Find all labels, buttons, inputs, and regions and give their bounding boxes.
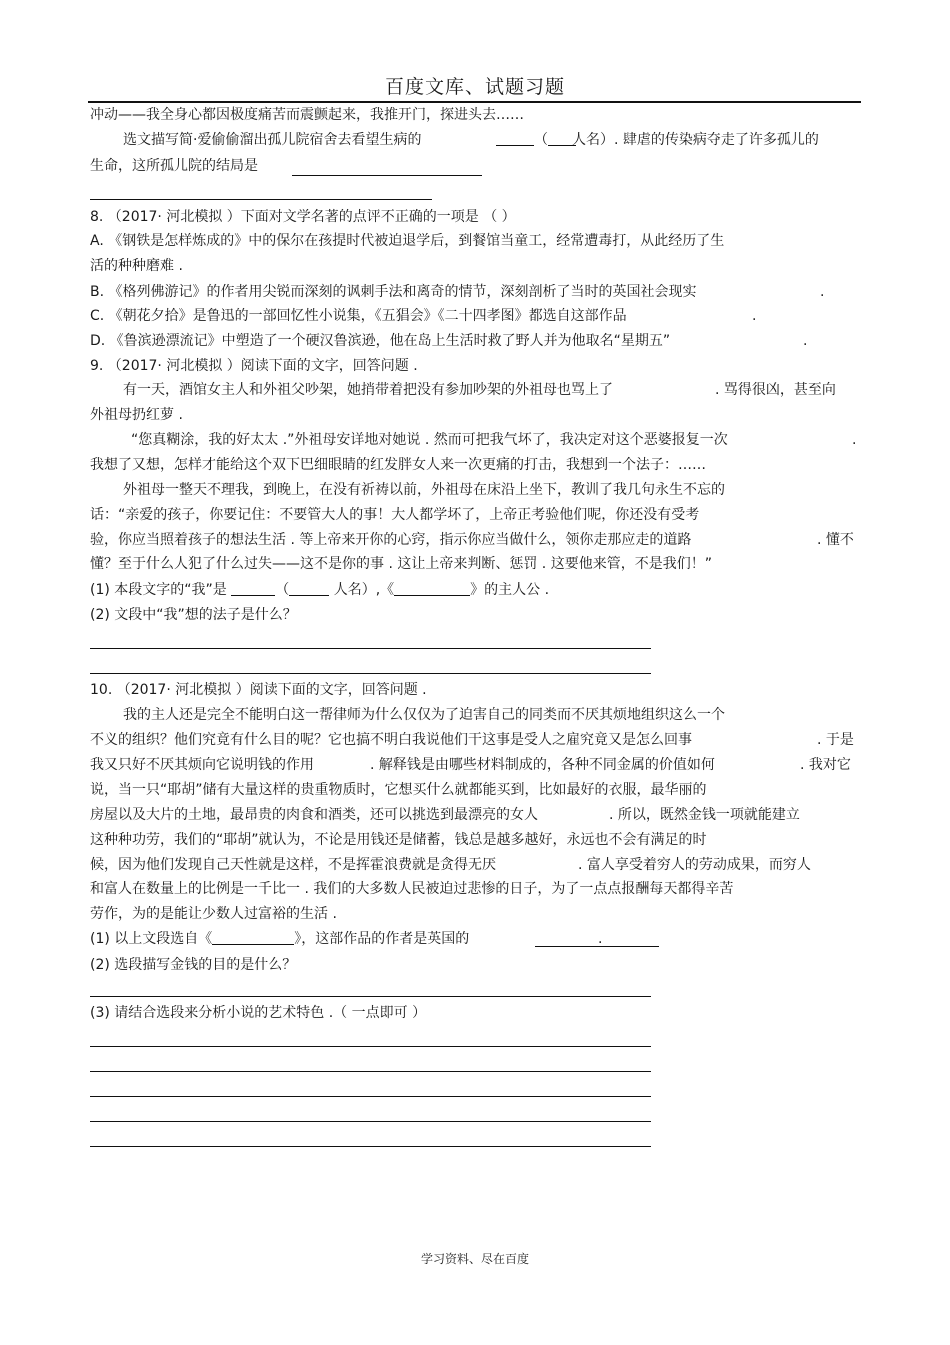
passage-line: 和富人在数量上的比例是一千比一 . 我们的大多数人民被迫过悲惨的日子，为了一点点报酬每天都得辛苦 bbox=[90, 881, 734, 897]
text-segment: 》的主人公 . bbox=[470, 582, 550, 598]
passage-line-mid: . 解释钱是由哪些材料制成的，各种不同金属的价值如何 bbox=[370, 757, 715, 773]
answer-blank[interactable] bbox=[394, 581, 470, 596]
passage-line: 我又只好不厌其烦向它说明钱的作用 bbox=[90, 757, 314, 773]
question-9-stem: 9. （2017· 河北模拟 ）阅读下面的文字，回答问题 . bbox=[90, 358, 418, 374]
passage-line-cont: . 我对它 bbox=[800, 757, 851, 773]
option-b-end: . bbox=[820, 284, 825, 300]
passage-line-cont: . 富人享受着穷人的劳动成果，而穷人 bbox=[578, 857, 811, 873]
passage-line: 房屋以及大片的土地，最昂贵的肉食和酒类，还可以挑选到最漂亮的女人 bbox=[90, 807, 538, 823]
header-rule bbox=[88, 101, 861, 103]
question-line bbox=[123, 131, 421, 149]
answer-line[interactable] bbox=[90, 996, 651, 997]
answer-blank[interactable] bbox=[535, 946, 659, 947]
passage-line-cont: . 所以，既然金钱一项就能建立 bbox=[609, 807, 800, 823]
answer-blank[interactable]: （ bbox=[496, 131, 576, 149]
question-10-1 bbox=[90, 930, 469, 948]
option-c-end: . bbox=[752, 308, 757, 324]
text-segment: 选文描写简·爱偷偷溜出孤儿院宿舍去看望生病的 bbox=[123, 132, 422, 148]
passage-line-end: . bbox=[852, 432, 857, 448]
text-segment: (1) 以上文段选自《 bbox=[90, 931, 213, 947]
text-segment: 人名）,《 bbox=[333, 582, 395, 598]
passage-line: 这种种功劳，我们的“耶胡”就认为，不论是用钱还是储蓄，钱总是越多越好，永远也不会有满足的时 bbox=[90, 832, 707, 848]
option-c: C. 《朝花夕拾》是鲁迅的一部回忆性小说集，《五猖会》《二十四孝图》都选自这部作品 bbox=[90, 308, 627, 324]
question-9-2: (2) 文段中“我”想的法子是什么？ bbox=[90, 607, 297, 623]
answer-line[interactable] bbox=[90, 1096, 651, 1097]
option-b: B. 《格列佛游记》的作者用尖锐而深刻的讽刺手法和离奇的情节，深刻剖析了当时的英国社会现实 bbox=[90, 284, 697, 300]
answer-blank[interactable] bbox=[231, 581, 275, 596]
text-segment: 》，这部作品的作者是英国的 bbox=[294, 931, 470, 947]
answer-line[interactable] bbox=[90, 1121, 651, 1122]
answer-line[interactable] bbox=[90, 1146, 651, 1147]
passage-line: 冲动——我全身心都因极度痛苦而震颤起来，我推开门，探进头去…… bbox=[90, 107, 524, 123]
question-line: 生命，这所孤儿院的结局是 bbox=[90, 158, 258, 174]
passage-line: 外祖母扔红萝 . bbox=[90, 407, 183, 423]
option-a: A. 《钢铁是怎样炼成的》中的保尔在孩提时代被迫退学后，到餐馆当童工，经常遭毒打，从此经历了生 bbox=[90, 233, 725, 249]
option-d-end: . bbox=[803, 333, 808, 349]
question-line-cont: 人名）. 肆虐的传染病夺走了许多孤儿的 bbox=[572, 132, 819, 148]
passage-line-cont: . 懂不 bbox=[817, 532, 854, 548]
page-footer: 学习资料、尽在百度 bbox=[420, 1252, 529, 1266]
passage-line: 有一天，酒馆女主人和外祖父吵架，她捎带着把没有参加吵架的外祖母也骂上了 bbox=[123, 382, 613, 398]
answer-blank[interactable] bbox=[212, 930, 294, 945]
option-d: D. 《鲁滨逊漂流记》中塑造了一个硬汉鲁滨逊，他在岛上生活时救了野人并为他取名“星期五” bbox=[90, 333, 671, 349]
answer-line[interactable] bbox=[90, 1046, 651, 1047]
passage-line: 验，你应当照着孩子的想法生活 . 等上帝来开你的心窍，指示你应当做什么，领你走那应走的道路 bbox=[90, 532, 692, 548]
answer-blank[interactable] bbox=[292, 175, 482, 176]
passage-line: 懂？至于什么人犯了什么过失——这不是你的事 . 这让上帝来判断、惩罚 . 这要他来管，不是我们！” bbox=[90, 556, 712, 572]
answer-line[interactable] bbox=[90, 1071, 651, 1072]
passage-line: 说，当一只“耶胡”储有大量这样的贵重物质时，它想买什么就都能买到，比如最好的衣服，最华丽的 bbox=[90, 782, 707, 798]
text-segment: (1) 本段文字的“我”是 bbox=[90, 582, 227, 598]
question-9-1 bbox=[90, 581, 549, 599]
passage-line: 劳作，为的是能让少数人过富裕的生活 . bbox=[90, 906, 337, 922]
question-10-2: (2) 选段描写金钱的目的是什么？ bbox=[90, 957, 297, 973]
passage-line: 外祖母一整天不理我，到晚上，在没有祈祷以前，外祖母在床沿上坐下，教训了我几句永生不忘的 bbox=[123, 482, 725, 498]
question-10-3: (3) 请结合选段来分析小说的艺术特色 .（ 一点即可 ） bbox=[90, 1005, 427, 1021]
page-title: 百度文库、试题习题 bbox=[384, 76, 565, 98]
passage-line: 话：“亲爱的孩子，你要记住：不要管大人的事！大人都学坏了，上帝正考验他们呢，你还没有受考 bbox=[90, 507, 700, 523]
text-segment: （ bbox=[275, 582, 290, 598]
period: . bbox=[598, 931, 603, 947]
question-8-stem: 8. （2017· 河北模拟 ）下面对文学名著的点评不正确的一项是 （ ） bbox=[90, 209, 516, 225]
answer-line[interactable] bbox=[90, 673, 651, 674]
answer-blank[interactable] bbox=[289, 581, 329, 596]
passage-line: 我的主人还是完全不能明白这一帮律师为什么仅仅为了迫害自己的同类而不厌其烦地组织这么一个 bbox=[123, 707, 725, 723]
question-10-stem: 10. （2017· 河北模拟 ）阅读下面的文字，回答问题 . bbox=[90, 682, 427, 698]
answer-line[interactable] bbox=[90, 199, 432, 200]
passage-line: 候，因为他们发现自己天性就是这样，不是挥霍浪费就是贪得无厌 bbox=[90, 857, 496, 873]
option-a-cont: 活的种种磨难 . bbox=[90, 258, 183, 274]
passage-line-cont: . 骂得很凶，甚至向 bbox=[715, 382, 836, 398]
passage-line: 不义的组织？他们究竟有什么目的呢？它也搞不明白我说他们干这事是受人之雇究竟又是怎么回事 bbox=[90, 732, 692, 748]
passage-line: “您真糊涂，我的好太太 .”外祖母安详地对她说 . 然而可把我气坏了，我决定对这个恶婆报复一次 bbox=[131, 432, 728, 448]
passage-line-cont: . 于是 bbox=[817, 732, 854, 748]
answer-line[interactable] bbox=[90, 648, 651, 649]
passage-line: 我想了又想，怎样才能给这个双下巴细眼睛的红发胖女人来一次更痛的打击，我想到一个法子：…… bbox=[90, 457, 706, 473]
